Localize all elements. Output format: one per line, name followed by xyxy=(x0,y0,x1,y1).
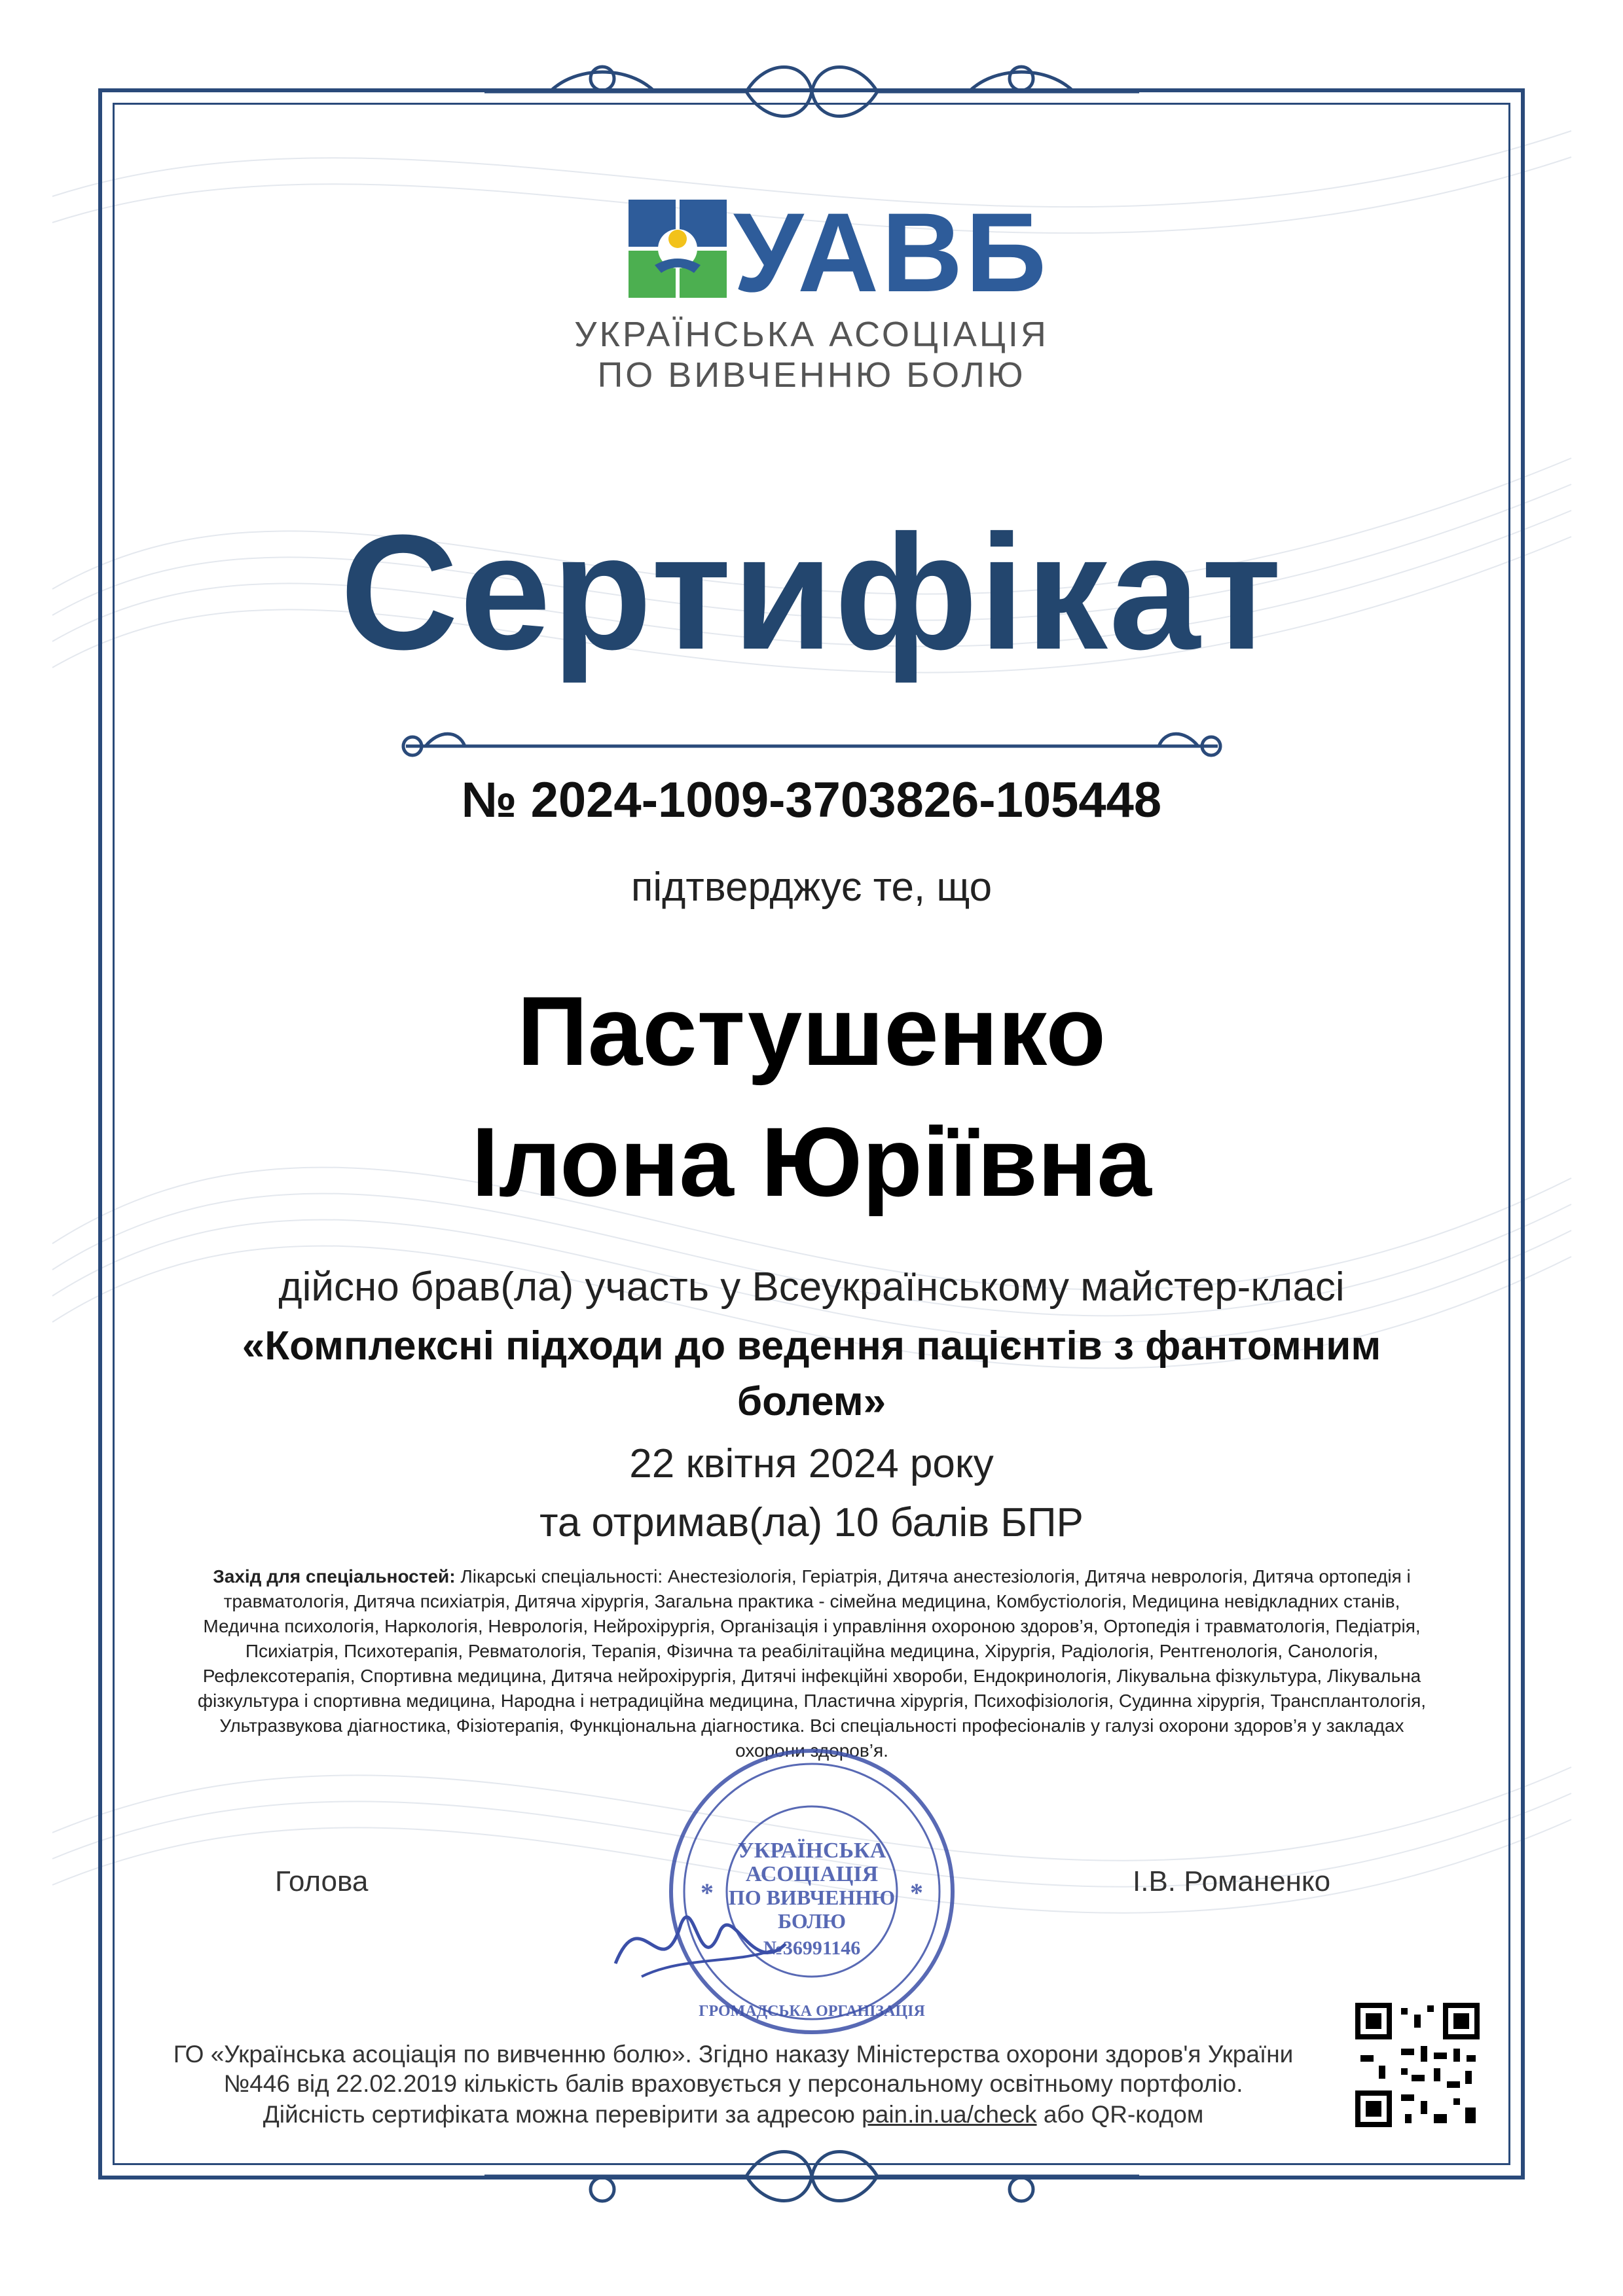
stamp-center-line4: БОЛЮ xyxy=(777,1909,847,1933)
stamp-ring-text: ГРОМАДСЬКА ОРГАНІЗАЦІЯ xyxy=(699,2003,925,2020)
participation-text: дійсно брав(ла) участь у Всеукраїнському майстер-класі xyxy=(278,1265,1345,1310)
footer-line3 xyxy=(131,2102,1336,2126)
specialties-label: Захід для спеціальностей: xyxy=(213,1566,456,1587)
stamp-center-line3: ПО ВИВЧЕННЮ xyxy=(728,1886,896,1909)
points-awarded: та отримав(ла) 10 балів БПР xyxy=(539,1500,1084,1545)
confirmation-text: підтверджує те, що xyxy=(630,865,993,910)
footer-line1: ГО «Українська асоціація по вивченню болю». Згідно наказу Міністерства охорони здоров'я України xyxy=(173,2041,1294,2068)
bottom-ornament xyxy=(471,2140,1152,2212)
head-label: Голова xyxy=(275,1865,369,1897)
event-date: 22 квітня 2024 року xyxy=(629,1441,994,1486)
certificate-title: Сертифікат xyxy=(340,501,1283,683)
specialties-block xyxy=(183,1564,1440,1763)
head-name: І.В. Романенко xyxy=(1133,1865,1331,1897)
footer-line2: №446 від 22.02.2019 кількість балів враховується у персональному освітньому портфоліо. xyxy=(223,2070,1243,2097)
stamp-code: №36991146 xyxy=(763,1937,861,1959)
organization-name xyxy=(131,314,1492,395)
recipient-last-name: Пастушенко xyxy=(517,976,1106,1086)
specialties-text: Лікарські спеціальності: Анестезіологія, Геріатрія, Дитяча анестезіологія, Дитяча неврологія, Дитяча ортопедія і травматологія, Дитяча психіатрія, Дитяча хірургія, Загальна практика - сімейна медицина, Комбустіологія, Медицина невідкладних станів, Медична психологія, Наркологія, Неврологія, Нейрохірургія, Організація і управління охороною здоров’я, Ортопедія і травматологія, Педіатрія, Психіатрія, Психотерапія, Ревматологія, Терапія, Фізична та реабілітаційна медицина, Хірургія, Радіологія, Рентгенологія, Санологія, Рефлексотерапія, Спортивна медицина, Дитяча нейрохірургія, Дитячі інфекційні хвороби, Ендокринологія, Лікувальна фізкультура, Лікувальна фізкультура і спортивна медицина, Народна і нетрадиційна медицина, Пластична хірургія, Психофізіологія, Судинна хірургія, Трансплантологія, Ультразвукова діагностика, Фізіотерапія, Функціональна діагностика. Всі спеціальності професіоналів у галузі охорони здоров’я у закладах охорони здоров’я. xyxy=(197,1566,1427,1761)
organization-name-line2: ПО ВИВЧЕННЮ БОЛЮ xyxy=(597,355,1026,395)
organization-name-line1: УКРАЇНСЬКА АСОЦІАЦІЯ xyxy=(574,315,1049,354)
svg-text:*: * xyxy=(701,1878,714,1907)
certificate-number: № 2024-1009-3703826-105448 xyxy=(461,772,1162,828)
svg-text:*: * xyxy=(910,1878,923,1907)
uavb-logo-icon xyxy=(629,200,727,298)
footer-line3-suffix: або QR-кодом xyxy=(1036,2101,1204,2128)
stamp-center-line2: АСОЦІАЦІЯ xyxy=(745,1862,879,1886)
signature-image xyxy=(602,1885,799,2003)
course-title-line1: «Комплексні підходи до ведення пацієнтів з фантомним xyxy=(242,1323,1381,1369)
footer-line3-prefix: Дійсність сертифіката можна перевірити за адресою xyxy=(263,2101,862,2128)
verify-link[interactable]: pain.in.ua/check xyxy=(862,2101,1037,2128)
qr-code-icon[interactable] xyxy=(1355,2003,1480,2127)
stamp-center-line1: УКРАЇНСЬКА xyxy=(737,1839,886,1863)
brand-abbreviation: УАВБ xyxy=(733,190,1049,315)
recipient-first-names: Ілона Юріївна xyxy=(471,1107,1152,1217)
title-divider-ornament xyxy=(380,726,1244,766)
course-title-line2: болем» xyxy=(737,1379,886,1424)
top-ornament xyxy=(471,52,1152,131)
